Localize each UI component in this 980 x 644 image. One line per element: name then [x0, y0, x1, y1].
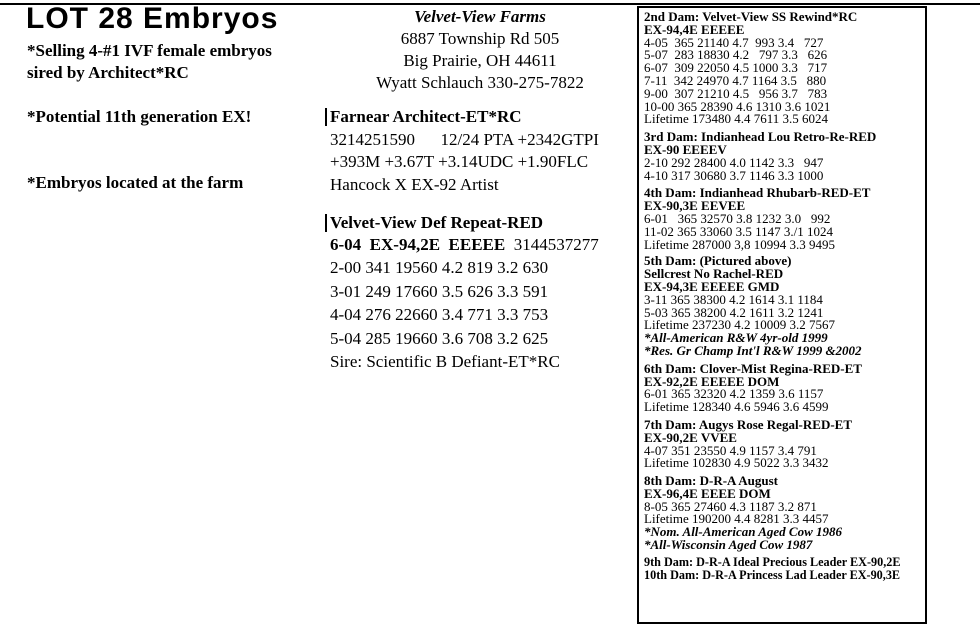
production-record: 6-01 365 32570 3.8 1232 3.0 992	[644, 210, 831, 226]
dam-heading-line: EX-96,4E EEEE DOM	[644, 485, 771, 501]
dam-heading: 8th Dam: D-R-A August	[644, 473, 778, 489]
production-record: 4-05 365 21140 4.7 993 3.4 727	[644, 34, 824, 50]
dam-sire-line: Sire: Scientific B Defiant-ET*RC	[330, 352, 560, 372]
production-record: 6-07 309 22050 4.5 1000 3.3 717	[644, 60, 828, 76]
pedigree-dam-4	[644, 182, 925, 251]
production-record: Lifetime 128340 4.6 5946 3.6 4599	[644, 399, 829, 415]
dam-bar	[325, 214, 327, 232]
dam-name: Velvet-View Def Repeat-RED	[330, 213, 544, 232]
pedigree-dam-6	[644, 358, 925, 414]
farm-address-1: 6887 Township Rd 505	[400, 29, 560, 48]
production-record: 2-10 292 28400 4.0 1142 3.3 947	[644, 154, 824, 170]
dam-heading-line: EX-94,4E EEEEE	[644, 21, 745, 37]
ninth-dam: 9th Dam: D-R-A Ideal Precious Leader EX-90,2E	[644, 554, 901, 569]
pedigree-dam-2	[644, 11, 925, 126]
production-record: Lifetime 102830 4.9 5022 3.3 3432	[644, 455, 829, 471]
dam-classification: 6-04 EX-94,2E EEEEE	[330, 234, 506, 254]
dam-heading-line: EX-94,3E EEEEE GMD	[644, 278, 780, 294]
pedigree-box	[637, 6, 927, 624]
production-record: 4-07 351 23550 4.9 1157 3.4 791	[644, 442, 817, 458]
sire-bar	[325, 108, 327, 126]
sire-line-1: 3214251590 12/24 PTA +2342GTPI	[330, 129, 599, 149]
dam-heading: 2nd Dam: Velvet-View SS Rewind*RC	[644, 9, 858, 24]
pedigree-dam-7	[644, 414, 925, 470]
dam-heading-line: EX-90 EEEEV	[644, 141, 727, 157]
dam-record-2: 3-01 249 17660 3.5 626 3.3 591	[330, 281, 549, 301]
sire-block	[330, 106, 599, 196]
dam-record-3: 4-04 276 22660 3.4 771 3.3 753	[330, 305, 549, 325]
lot-title: LOT 28 Embryos	[26, 2, 279, 35]
production-record: 8-05 365 27460 4.3 1187 3.2 871	[644, 498, 817, 514]
dam-heading: 4th Dam: Indianhead Rhubarb-RED-ET	[644, 185, 871, 201]
pedigree-dam-5	[644, 251, 925, 357]
award-note: *Res. Gr Champ Int'l R&W 1999 &2002	[644, 342, 862, 358]
dam-heading-line: EX-92,2E EEEEE DOM	[644, 373, 780, 389]
dam-heading-line: Sellcrest No Rachel-RED	[644, 266, 784, 282]
pedigree-list	[644, 11, 925, 552]
award-note: *Nom. All-American Aged Cow 1986	[644, 524, 843, 540]
dam-record-4: 5-04 285 19660 3.6 708 3.2 625	[330, 328, 549, 348]
dam-heading: 7th Dam: Augys Rose Regal-RED-ET	[644, 416, 852, 432]
production-record: 5-03 365 38200 4.2 1611 3.2 1241	[644, 304, 824, 320]
bullet-location: *Embryos located at the farm	[27, 173, 244, 192]
production-record: Lifetime 237230 4.2 10009 3.2 7567	[644, 317, 836, 333]
bullet-embryos: *Selling 4-#1 IVF female embryos	[27, 41, 272, 60]
production-record: 11-02 365 33060 3.5 1147 3./1 1024	[644, 223, 833, 239]
production-record: 10-00 365 28390 4.6 1310 3.6 1021	[644, 98, 831, 114]
dam-heading-line: EX-90,3E EEVEE	[644, 198, 746, 214]
dam-heading-line: EX-90,2E VVEE	[644, 429, 737, 445]
production-record: 9-00 307 21210 4.5 956 3.7 783	[644, 85, 828, 101]
dam-record-1: 2-00 341 19560 4.2 819 3.2 630	[330, 258, 549, 278]
bullet-generation: *Potential 11th generation EX!	[27, 107, 252, 126]
tenth-dam: 10th Dam: D-R-A Princess Lad Leader EX-90,3E	[644, 567, 901, 582]
sire-line-3: Hancock X EX-92 Artist	[330, 174, 499, 194]
dam-block	[330, 212, 599, 373]
award-note: *All-Wisconsin Aged Cow 1987	[644, 537, 813, 553]
dam-heading: 6th Dam: Clover-Mist Regina-RED-ET	[644, 360, 862, 376]
dam-heading: 3rd Dam: Indianhead Lou Retro-Re-RED	[644, 129, 877, 145]
production-record: Lifetime 173480 4.4 7611 3.5 6024	[644, 111, 829, 127]
sire-line-2: +393M +3.67T +3.14UDC +1.90FLC	[330, 152, 589, 171]
production-record: 3-11 365 38300 4.2 1614 3.1 1184	[644, 291, 823, 307]
bullet-sired-by: sired by Architect*RC	[27, 63, 189, 82]
farm-name: Velvet-View Farms	[414, 7, 546, 26]
dam-heading: 5th Dam: (Pictured above)	[644, 253, 792, 269]
farm-address-2: Big Prairie, OH 44611	[403, 51, 557, 70]
dam-classification-row	[330, 234, 599, 256]
production-record: 5-07 283 18830 4.2 797 3.3 626	[644, 47, 828, 63]
production-record: 6-01 365 32320 4.2 1359 3.6 1157	[644, 386, 824, 402]
production-record: 7-11 342 24970 4.7 1164 3.5 880	[644, 72, 827, 88]
farm-contact: Wyatt Schlauch 330-275-7822	[376, 73, 584, 92]
pedigree-dam-8	[644, 470, 925, 552]
award-note: *All-American R&W 4yr-old 1999	[644, 330, 828, 346]
pedigree-dam-3	[644, 126, 925, 182]
production-record: Lifetime 287000 3,8 10994 3.3 9495	[644, 236, 836, 252]
production-record: 4-10 317 30680 3.7 1146 3.3 1000	[644, 167, 824, 183]
sire-name: Farnear Architect-ET*RC	[330, 107, 522, 126]
dam-registration: 3144537277	[505, 234, 599, 254]
farm-info	[330, 6, 630, 94]
production-record: Lifetime 190200 4.4 8281 3.3 4457	[644, 511, 829, 527]
